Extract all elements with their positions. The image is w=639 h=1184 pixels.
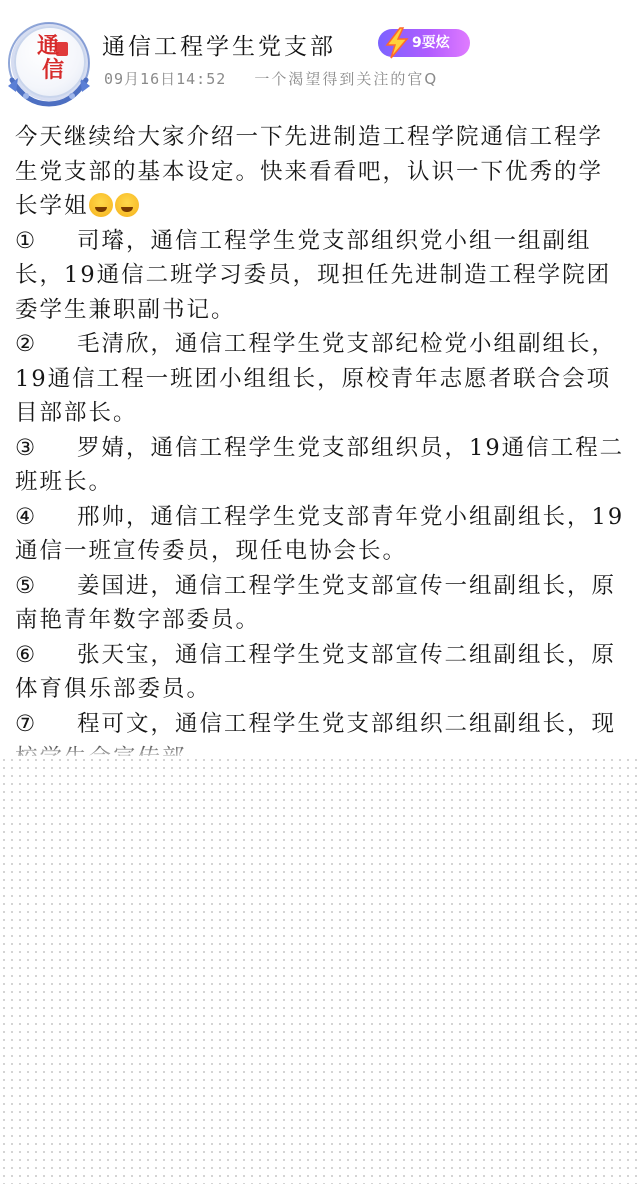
item-index: ② (15, 331, 38, 357)
list-item (15, 569, 627, 638)
lightning-icon (382, 27, 412, 59)
list-item (15, 638, 627, 707)
avatar-char-1: 通 (36, 33, 59, 59)
laughing-face-icon (115, 193, 139, 217)
item-text: 张天宝，通信工程学生党支部宣传二组副组长，原体育俱乐部委员。 (15, 641, 617, 702)
item-text: 毛清欣，通信工程学生党支部纪检党小组副组长，19通信工程一班团小组组长，原校青年志愿者联合会项目部部长。 (15, 331, 617, 426)
dotted-placeholder-area (0, 756, 639, 1184)
avatar[interactable] (10, 22, 90, 102)
avatar-char-2: 信 (41, 57, 64, 83)
post-intro (15, 120, 627, 224)
item-index: ③ (15, 434, 38, 461)
vip-badge[interactable] (378, 29, 470, 57)
account-name[interactable]: 通信工程学生党支部 (102, 34, 336, 60)
item-index: ① (15, 227, 38, 254)
list-item (15, 431, 627, 500)
item-index: ⑤ (15, 572, 38, 599)
item-index: ④ (15, 503, 38, 530)
badge-label: 9耍炫 (412, 35, 450, 51)
intro-text: 今天继续给大家介绍一下先进制造工程学院通信工程学生党支部的基本设定。快来看看吧，认识一下优秀的学长学姐 (15, 124, 604, 219)
post-source: 一个渴望得到关注的官Q (254, 70, 439, 88)
avatar-logo-text (20, 34, 76, 82)
item-index: ⑥ (15, 641, 38, 668)
post-meta (104, 68, 438, 89)
item-text: 邢帅，通信工程学生党支部青年党小组副组长，19通信一班宣传委员，现任电协会长。 (15, 503, 625, 564)
item-text: 程可文，通信工程学生党支部组织二组副组长，现 (77, 710, 617, 737)
item-text: 姜国进，通信工程学生党支部宣传一组副组长，原南艳青年数字部委员。 (15, 572, 617, 633)
post-header (0, 0, 639, 108)
timestamp: 09月16日14:52 (104, 70, 227, 88)
laughing-face-icon (89, 193, 113, 217)
post-body (15, 120, 627, 756)
item-index: ⑦ (15, 710, 38, 737)
list-item (15, 500, 627, 569)
list-item (15, 224, 627, 328)
list-item (15, 327, 627, 431)
item-text: 罗婧，通信工程学生党支部组织员，19通信工程二班班长。 (15, 434, 625, 495)
item-text: 司璿，通信工程学生党支部组织党小组一组副组长，19通信二班学习委员，现担任先进制造工程学院团委学生兼职副书记。 (15, 227, 612, 323)
